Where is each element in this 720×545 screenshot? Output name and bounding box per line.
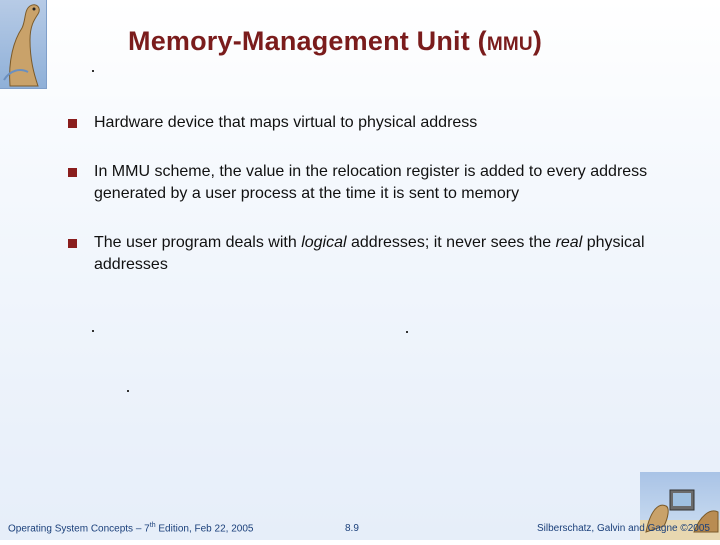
- stray-dot: [406, 331, 408, 333]
- bullet-text: The user program deals with: [94, 234, 302, 251]
- bullet-item: [68, 232, 648, 276]
- stray-dot: [92, 330, 94, 332]
- stray-dot: [92, 70, 94, 72]
- bullet-marker-icon: [68, 168, 77, 177]
- bullet-marker-icon: [68, 119, 77, 128]
- stray-dot: [127, 390, 129, 392]
- bullet-list: [68, 112, 648, 303]
- bullet-text: addresses; it never sees the: [346, 234, 556, 251]
- bullet-text: real: [555, 234, 583, 251]
- footer-copyright: Silberschatz, Galvin and Gagne ©2005: [536, 523, 710, 534]
- page-title: Memory-Management Unit (MMU): [128, 26, 543, 56]
- page-number: 8.9: [345, 523, 359, 534]
- bullet-text: Hardware device that maps virtual to physical address: [94, 114, 478, 131]
- bullet-item: [68, 112, 648, 134]
- bullet-item: [68, 161, 648, 205]
- bullet-text: In MMU scheme, the value in the relocation register is added to every address generated by a user process at the time it is sent to memory: [94, 163, 648, 202]
- dinosaur-corner-image: [0, 0, 47, 89]
- bullet-text: logical: [301, 234, 347, 251]
- bullet-text: physical addresses: [94, 234, 645, 273]
- footer-course-info: Operating System Concepts – 7th Edition, Feb 22, 2005: [8, 521, 254, 534]
- bullet-marker-icon: [68, 239, 77, 248]
